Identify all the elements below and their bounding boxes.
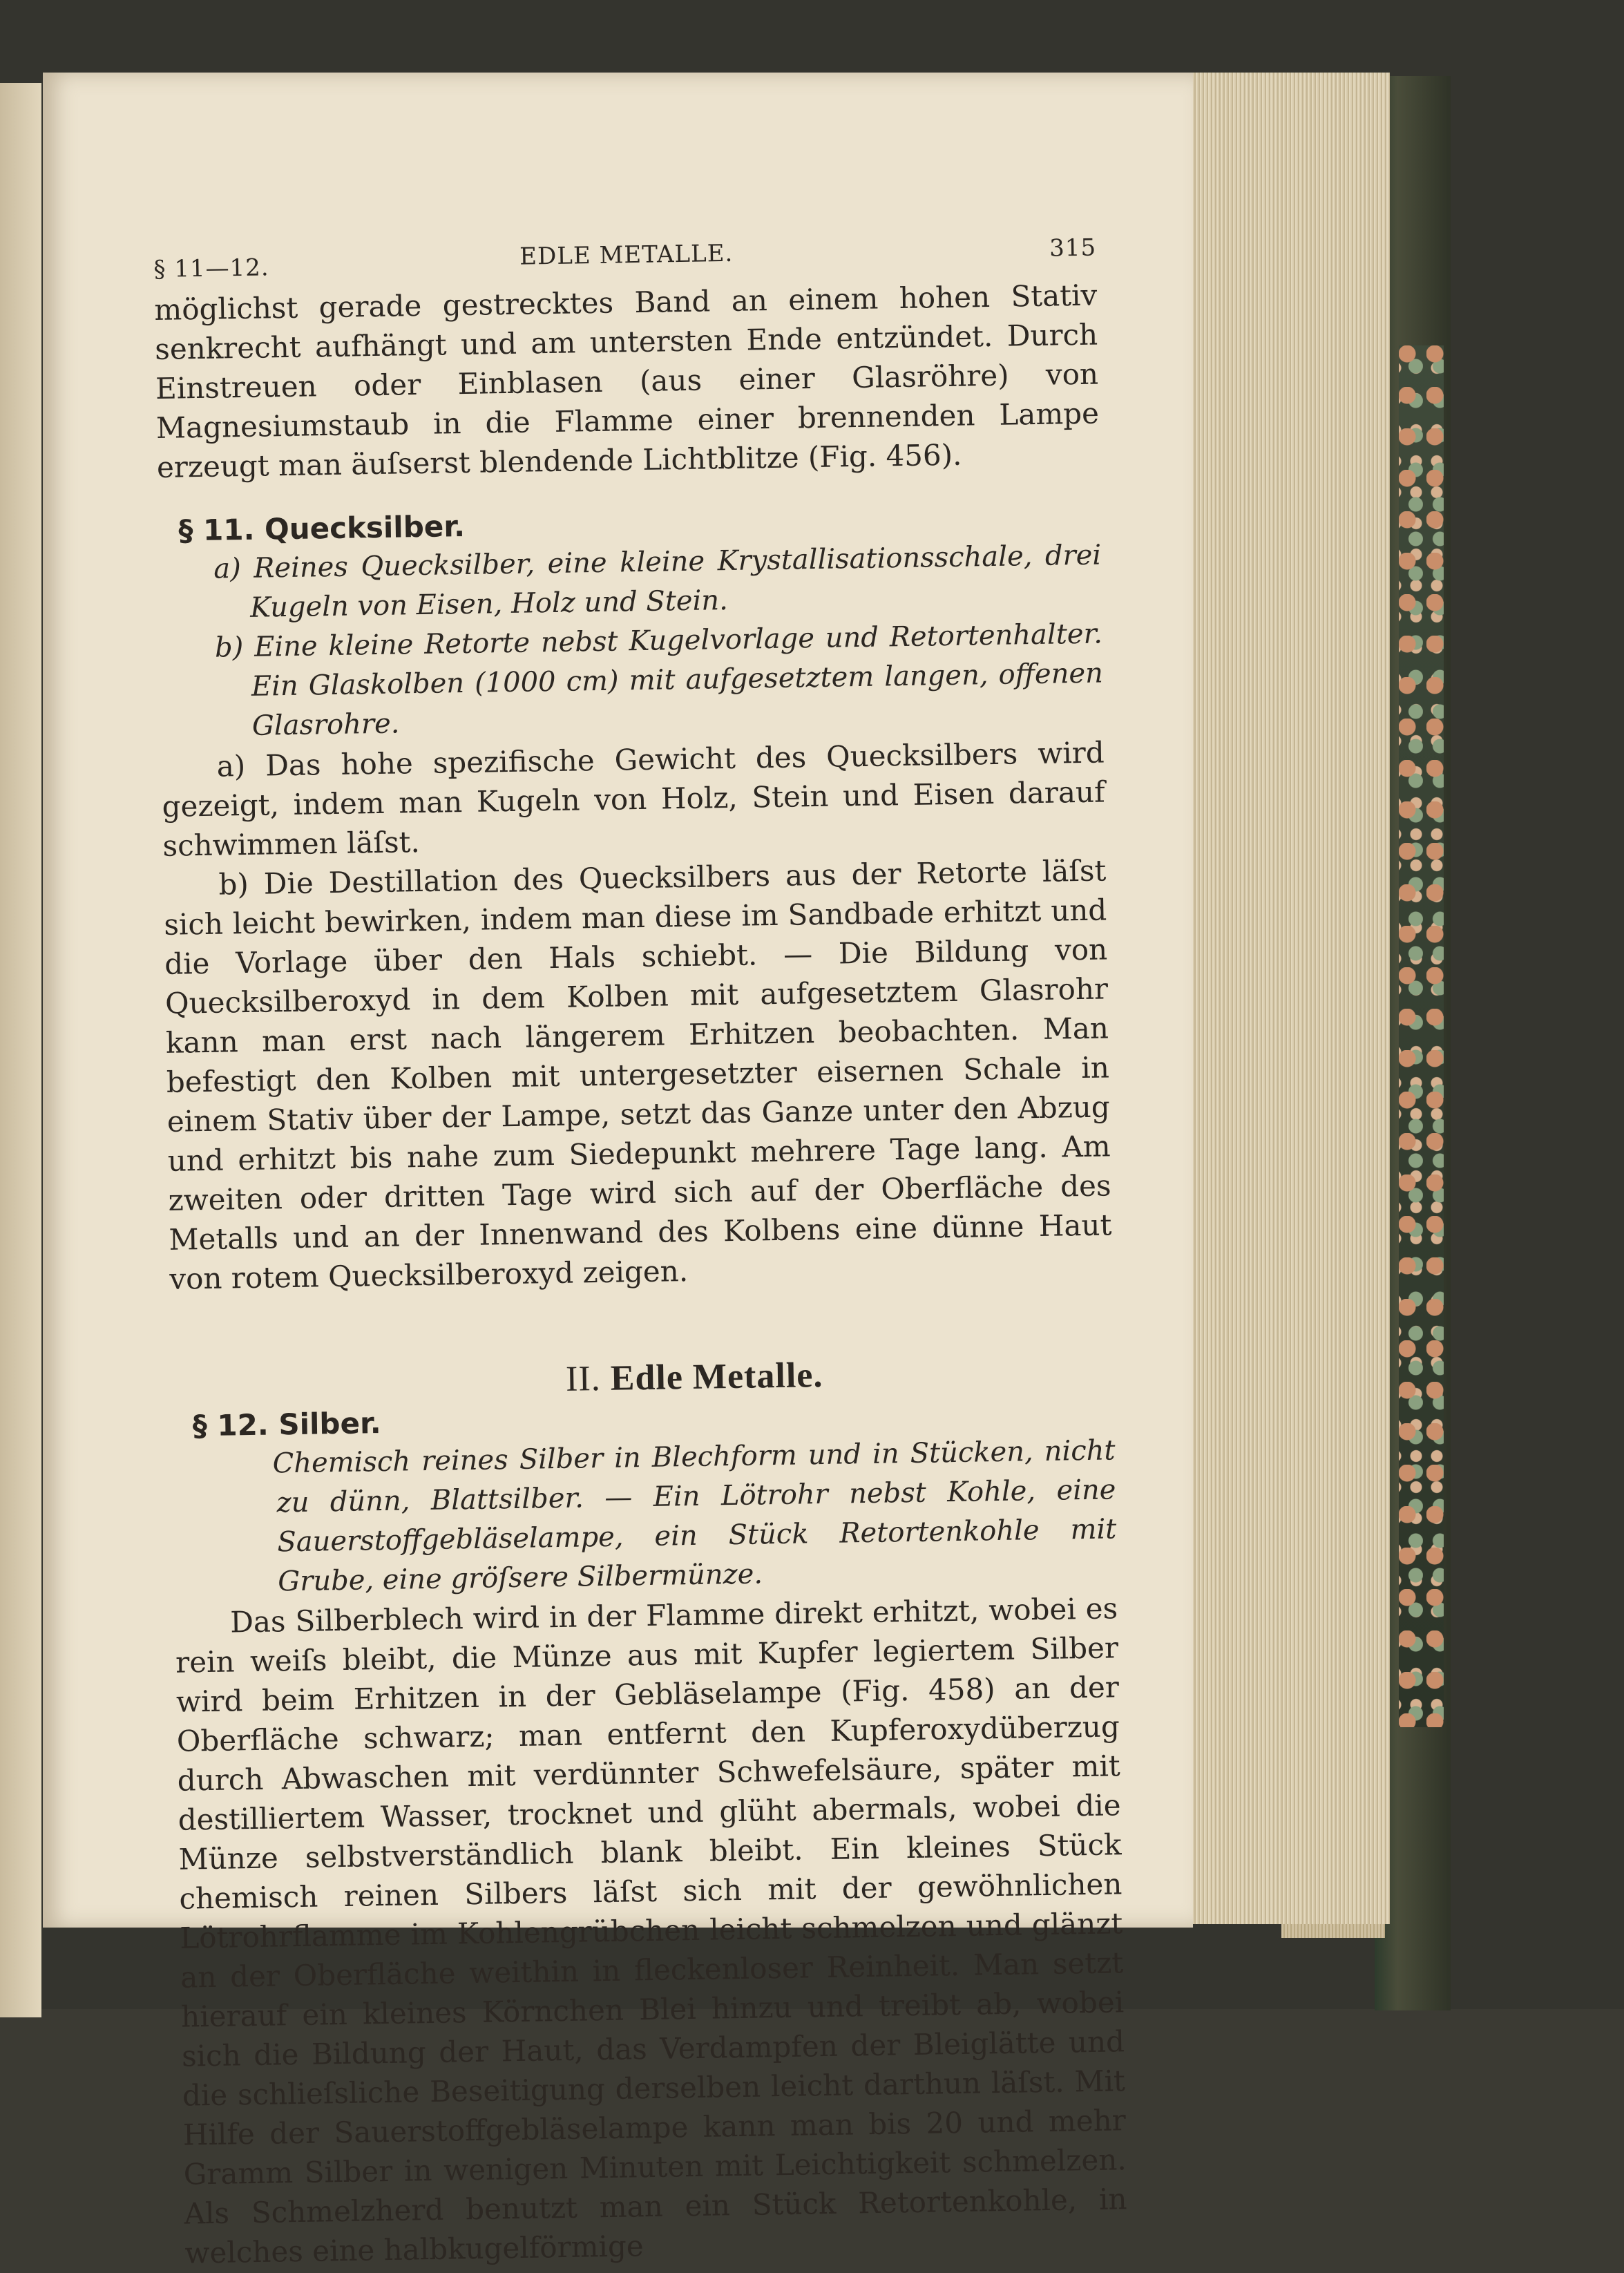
section-range: § 11—12. [153, 254, 269, 283]
marbled-edge [1399, 345, 1444, 1727]
paragraph-b: b) Die Destillation des Quecksilbers aus der Retorte läſst sich leicht bewirken, indem man diese im Sandbade erhitzt und die Vorlage über den Hals schiebt. — Die Bildung von Quecksilberoxyd in dem Kolben mit aufgesetztem Glasrohr kann man erst nach längerem Erhitzen beobachten. Man befestigt den Kolben mit untergesetzter eisernen Schale in einem Stativ über der Lampe, setzt das Ganze unter den Abzug und erhitzt bis nahe zum Siedepunkt mehrere Tage lang. Am zweiten oder dritten Tage wird sich auf der Oberfläche des Metalls und an der Innenwand des Kolbens eine dünne Haut von rotem Quecksilberoxyd zeigen. [163, 853, 1112, 1296]
materials-list: Chemisch reines Silber in Blechform und in Stücken, nicht zu dünn, Blattsilber. — Ein Lötrohr nebst Kohle, eine Sauerstoffgebläselampe, ein Stück Retortenkohle mit Grube, eine gröſsere Silbermünze. [272, 1434, 1117, 1598]
chapter-numeral: II. [565, 1359, 602, 1399]
page-number: 315 [1049, 234, 1097, 263]
running-title: EDLE METALLE. [519, 239, 734, 271]
page-block-edges [1192, 73, 1390, 1924]
section-heading-12: § 12. Silber. [192, 1406, 382, 1443]
previous-page-edge [0, 83, 41, 2017]
text-block [153, 234, 1128, 2273]
paragraph-silver: Das Silberblech wird in der Flamme direkt erhitzt, wobei es rein weiſs bleibt, die Münze aus mit Kupfer legiertem Silber wird beim Erhitzen in der Gebläselampe (Fig. 458) an der Oberfläche schwarz; man entfernt den Kupferoxydüberzug durch Abwaschen mit verdünnter Schwefelsäure, später mit destilliertem Wasser, trocknet und glüht abermals, wobei die Münze selbstverständlich blank bleibt. Ein kleines Stück chemisch reinen Silbers läſst sich mit der gewöhnlichen Lötrohrflamme im Kohlengrübchen leicht schmelzen und glänzt an der Oberfläche weithin in fleckenloser Reinheit. Man setzt hierauf ein kleines Körnchen Blei hinzu und treibt ab, wobei sich die Bildung der Haut, das Verdampfen der Bleiglätte und die schlieſsliche Beseitigung derselben leicht darthun läſst. Mit Hilfe der Sauerstoffgebläselampe kann man bis 20 und mehr Gramm Silber in wenigen Minuten mit Leichtigkeit schmelzen. Als Schmelzherd benutzt man ein Stück Retortenkohle, in welches eine halbkugelförmige [175, 1591, 1127, 2270]
materials-item-a: a) Reines Quecksilber, eine kleine Krystallisationsschale, drei Kugeln von Eisen, Holz und Stein. [213, 539, 1102, 624]
paragraph-a: a) Das hohe spezifische Gewicht des Quecksilbers wird gezeigt, indem man Kugeln von Holz, Stein und Eisen darauf schwimmen läſst. [162, 735, 1105, 863]
chapter-title: Edle Metalle. [610, 1355, 823, 1398]
section-heading-11: § 11. Quecksilber. [178, 508, 466, 548]
materials-item-b: b) Eine kleine Retorte nebst Kugelvorlage und Retortenhalter. Ein Glaskolben (1000 cm) mit aufgesetztem langen, offenen Glasrohre. [214, 618, 1104, 742]
book-page [43, 73, 1193, 2270]
intro-paragraph: möglichst gerade gestrecktes Band an einem hohen Stativ senkrecht aufhängt und am untersten Ende entzündet. Durch Einstreuen oder Einblasen (aus einer Glasröhre) von Magnesiumstaub in die Flamme einer brennenden Lampe erzeugt man äuſserst blendende Lichtblitze (Fig. 456). [154, 278, 1100, 484]
